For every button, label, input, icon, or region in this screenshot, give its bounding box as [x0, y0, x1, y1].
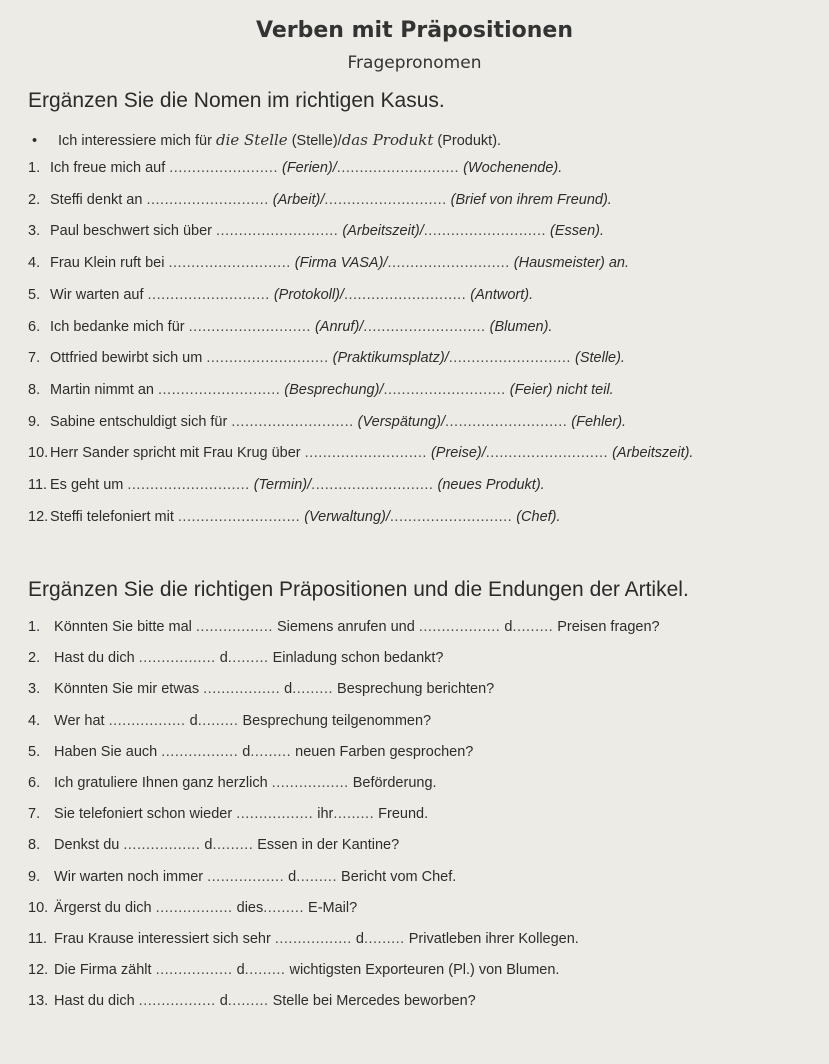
answer-blank[interactable]: .................: [155, 962, 233, 979]
answer-blank[interactable]: .................: [138, 993, 216, 1010]
exercise1-item: [28, 192, 809, 208]
exercise2-item: [28, 837, 809, 853]
answer-blank[interactable]: .........: [212, 837, 254, 854]
item-number: 3.: [28, 223, 41, 240]
item-text: d: [219, 650, 228, 667]
answer-blank[interactable]: ..................: [418, 619, 501, 635]
item-number: 6.: [28, 318, 41, 335]
item-text: Besprechung teilgenommen?: [242, 712, 432, 729]
example-handwritten-2: das Produkt: [341, 131, 434, 149]
item-number: 10.: [28, 445, 49, 462]
exercise2-item: [28, 744, 809, 760]
item-text: Stelle bei Mercedes beworben?: [272, 993, 476, 1010]
answer-blank[interactable]: ...........................: [324, 191, 447, 208]
item-number: 12.: [28, 962, 49, 979]
item-text: Könnten Sie mir etwas: [54, 681, 200, 698]
answer-blank[interactable]: ...........................: [363, 318, 486, 335]
answer-blank[interactable]: .........: [227, 993, 269, 1010]
item-text: Ich freue mich auf: [50, 160, 166, 176]
example-row: [28, 131, 809, 149]
item-number: 12.: [28, 508, 49, 525]
item-hint: (Antwort).: [470, 286, 534, 303]
item-text: d: [284, 681, 293, 698]
exercise2-item: [28, 619, 809, 635]
answer-blank[interactable]: ...........................: [387, 255, 510, 272]
item-number: 6.: [28, 775, 41, 791]
item-hint: (Feier) nicht teil.: [509, 381, 614, 398]
item-text: d: [355, 931, 364, 947]
answer-blank[interactable]: ...........................: [157, 381, 281, 398]
item-text: Ich bedanke mich für: [50, 318, 185, 335]
item-number: 13.: [28, 993, 49, 1010]
answer-blank[interactable]: ...........................: [389, 508, 513, 525]
answer-blank[interactable]: ...........................: [423, 223, 547, 240]
item-number: 5.: [28, 743, 41, 760]
item-hint: (Ferien)/: [282, 160, 337, 176]
page-subtitle: Fragepronomen: [347, 53, 482, 73]
answer-blank[interactable]: ...........................: [311, 477, 434, 493]
example-text: Ich interessiere mich für: [58, 133, 212, 149]
item-hint: (Wochenende).: [463, 160, 563, 176]
item-text: Wir warten auf: [50, 286, 144, 303]
item-number: 2.: [28, 191, 41, 208]
answer-blank[interactable]: ...........................: [444, 413, 568, 430]
answer-blank[interactable]: ...........................: [127, 477, 250, 493]
item-hint: (Stelle).: [575, 350, 625, 367]
item-text: d: [288, 868, 297, 885]
answer-blank[interactable]: ...........................: [147, 286, 270, 303]
item-hint: (Firma VASA)/: [294, 255, 388, 272]
exercise2-item: [28, 650, 809, 666]
answer-blank[interactable]: .........: [263, 899, 304, 916]
item-text: d: [236, 962, 245, 979]
item-number: 1.: [28, 160, 41, 176]
item-text: Haben Sie auch: [54, 743, 158, 760]
item-hint: (Arbeit)/: [272, 191, 325, 208]
answer-blank[interactable]: .................: [274, 931, 352, 947]
item-hint: (Anruf)/: [314, 318, 364, 335]
exercise1-item: [28, 223, 809, 239]
answer-blank[interactable]: ...........................: [206, 350, 329, 367]
item-number: 7.: [28, 806, 41, 823]
answer-blank[interactable]: .........: [227, 650, 269, 667]
answer-blank[interactable]: .........: [296, 868, 337, 885]
answer-blank[interactable]: ...........................: [216, 223, 339, 240]
item-text: Denkst du: [54, 837, 120, 854]
answer-blank[interactable]: ...........................: [343, 286, 467, 303]
item-hint: (Brief von ihrem Freund).: [450, 191, 612, 208]
item-hint: (Blumen).: [489, 318, 553, 335]
item-number: 11.: [28, 931, 48, 947]
exercise1-item: [28, 414, 809, 430]
item-hint: (Termin)/: [253, 477, 312, 493]
answer-blank[interactable]: ...........................: [177, 508, 301, 525]
item-hint: (Preise)/: [430, 445, 486, 462]
answer-blank[interactable]: .................: [195, 619, 273, 635]
item-text: ihr: [317, 806, 334, 823]
item-hint: (Verspätung)/: [357, 413, 445, 430]
item-text: neuen Farben gesprochen?: [295, 743, 474, 760]
exercise1-item: [28, 445, 809, 461]
item-text: Hast du dich: [54, 993, 135, 1010]
item-text: d: [204, 837, 213, 854]
item-text: Steffi telefoniert mit: [50, 508, 174, 525]
item-text: Hast du dich: [54, 650, 135, 667]
item-text: Sie telefoniert schon wieder: [54, 806, 233, 823]
item-text: Herr Sander spricht mit Frau Krug über: [50, 445, 301, 462]
item-number: 10.: [28, 899, 49, 916]
item-number: 8.: [28, 381, 41, 398]
item-hint: (Arbeitszeit)/: [342, 223, 424, 240]
exercise2-item: [28, 931, 809, 947]
section2-heading: Ergänzen Sie die richtigen Präpositionen und die Endungen der Artikel.: [28, 578, 689, 601]
item-text: Es geht um: [50, 477, 124, 493]
exercise1-item: [28, 255, 809, 271]
answer-blank[interactable]: .........: [512, 619, 554, 635]
item-text: Könnten Sie bitte mal: [54, 619, 192, 635]
item-text: Preisen fragen?: [557, 619, 660, 635]
exercise1-item: [28, 477, 809, 493]
exercise2-item: [28, 806, 809, 822]
answer-blank[interactable]: .........: [250, 743, 292, 760]
answer-blank[interactable]: .................: [138, 650, 216, 667]
answer-blank[interactable]: .........: [363, 931, 405, 947]
item-text: Frau Krause interessiert sich sehr: [54, 931, 271, 947]
exercise1-item: [28, 160, 809, 176]
item-text: Freund.: [378, 806, 429, 823]
item-text: Essen in der Kantine?: [257, 837, 400, 854]
item-number: 4.: [28, 255, 41, 272]
exercise1-item: [28, 509, 809, 525]
answer-blank[interactable]: ........................: [169, 160, 278, 176]
exercise2-item: [28, 900, 809, 916]
exercise2-item: [28, 775, 809, 791]
item-hint: (Chef).: [516, 508, 561, 525]
answer-blank[interactable]: .................: [123, 837, 201, 854]
item-text: Besprechung berichten?: [337, 681, 495, 698]
exercise2-item: [28, 713, 809, 729]
item-hint: (Fehler).: [571, 413, 627, 430]
item-text: Die Firma zählt: [54, 962, 152, 979]
item-number: 3.: [28, 681, 41, 698]
item-text: Bericht vom Chef.: [341, 868, 457, 885]
item-text: Frau Klein ruft bei: [50, 255, 165, 272]
item-hint: (Essen).: [550, 223, 605, 240]
exercise2-item: [28, 962, 809, 978]
exercise2-item: [28, 869, 809, 885]
item-text: wichtigsten Exporteuren (Pl.) von Blumen.: [289, 962, 560, 979]
item-hint: (neues Produkt).: [437, 477, 545, 493]
exercise2-item: [28, 993, 809, 1009]
exercise1-item: [28, 287, 809, 303]
answer-blank[interactable]: ...........................: [304, 445, 427, 462]
item-number: 8.: [28, 837, 41, 854]
answer-blank[interactable]: ...........................: [231, 413, 354, 430]
item-text: Martin nimmt an: [50, 381, 154, 398]
item-text: Wer hat: [54, 712, 105, 729]
example-hint-1: (Stelle)/: [291, 133, 342, 149]
answer-blank[interactable]: ...........................: [188, 318, 311, 335]
item-number: 1.: [28, 619, 41, 635]
item-text: Ärgerst du dich: [54, 899, 152, 916]
item-number: 9.: [28, 868, 41, 885]
answer-blank[interactable]: .................: [161, 743, 239, 760]
item-text: Siemens anrufen und: [276, 619, 415, 635]
exercise1-item: [28, 319, 809, 335]
item-number: 7.: [28, 350, 41, 367]
section1-heading: Ergänzen Sie die Nomen im richtigen Kasus.: [28, 89, 445, 112]
item-hint: (Besprechung)/: [284, 381, 384, 398]
page-title: Verben mit Präpositionen: [256, 18, 573, 43]
item-number: 5.: [28, 286, 41, 303]
answer-blank[interactable]: .................: [155, 899, 233, 916]
item-text: d: [189, 712, 198, 729]
item-number: 11.: [28, 477, 48, 493]
item-text: E-Mail?: [308, 899, 358, 916]
answer-blank[interactable]: ...........................: [168, 255, 291, 272]
example-hint-2: (Produkt).: [437, 133, 502, 149]
answer-blank[interactable]: .........: [244, 962, 286, 979]
item-text: d: [242, 743, 251, 760]
item-hint: (Hausmeister) an.: [513, 255, 629, 272]
answer-blank[interactable]: .................: [108, 712, 186, 729]
item-text: Ottfried bewirbt sich um: [50, 350, 203, 367]
item-text: Einladung schon bedankt?: [272, 650, 444, 667]
item-text: Wir warten noch immer: [54, 868, 204, 885]
item-hint: (Verwaltung)/: [304, 508, 390, 525]
item-number: 2.: [28, 650, 41, 667]
item-text: Ich gratuliere Ihnen ganz herzlich: [54, 775, 268, 791]
item-text: d: [219, 993, 228, 1010]
item-text: Privatleben ihrer Kollegen.: [408, 931, 579, 947]
exercise1-item: [28, 382, 809, 398]
item-hint: (Protokoll)/: [273, 286, 344, 303]
answer-blank[interactable]: ...........................: [485, 445, 609, 462]
item-hint: (Praktikumsplatz)/: [332, 350, 449, 367]
answer-blank[interactable]: .................: [236, 806, 314, 823]
item-text: Beförderung.: [352, 775, 437, 791]
answer-blank[interactable]: .........: [197, 712, 239, 729]
item-number: 4.: [28, 712, 41, 729]
answer-blank[interactable]: ...........................: [383, 381, 506, 398]
answer-blank[interactable]: ...........................: [146, 191, 269, 208]
item-text: Steffi denkt an: [50, 191, 143, 208]
item-hint: (Arbeitszeit).: [612, 445, 694, 462]
item-text: Paul beschwert sich über: [50, 223, 212, 240]
answer-blank[interactable]: .................: [203, 681, 281, 698]
example-handwritten-1: die Stelle: [215, 131, 288, 149]
exercise1-item: [28, 350, 809, 366]
answer-blank[interactable]: .................: [271, 775, 349, 791]
item-text: dies: [236, 899, 264, 916]
item-text: d: [504, 619, 513, 635]
answer-blank[interactable]: .........: [292, 681, 334, 698]
answer-blank[interactable]: .................: [207, 868, 285, 885]
answer-blank[interactable]: ...........................: [336, 160, 460, 176]
answer-blank[interactable]: ...........................: [448, 350, 571, 367]
exercise2-item: [28, 681, 809, 697]
answer-blank[interactable]: .........: [333, 806, 375, 823]
item-number: 9.: [28, 413, 41, 430]
bullet-icon: •: [32, 133, 38, 149]
item-text: Sabine entschuldigt sich für: [50, 413, 228, 430]
